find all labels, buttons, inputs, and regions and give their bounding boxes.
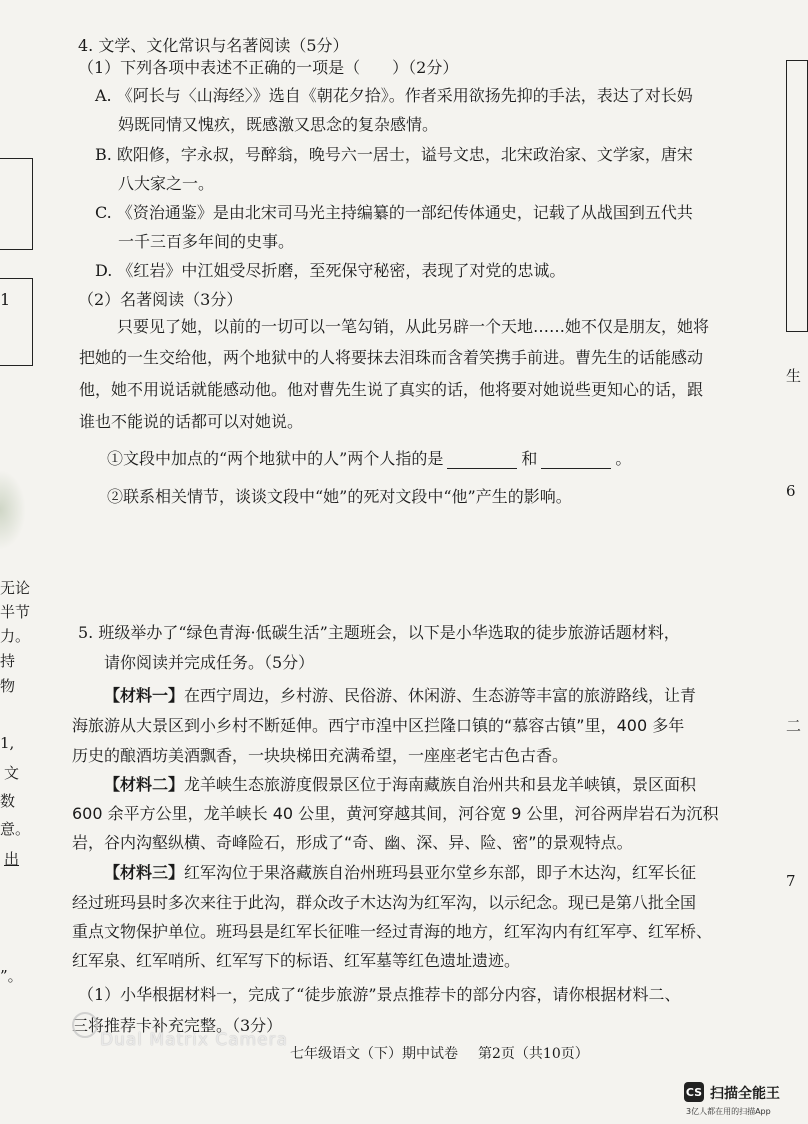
left-edge-blur bbox=[0, 470, 26, 550]
material-2-line1 bbox=[104, 772, 696, 795]
right-edge-text: 7 bbox=[786, 872, 796, 890]
option-c-line2: 一千三百多年间的史事。 bbox=[118, 232, 295, 251]
left-table-frame-top bbox=[0, 158, 33, 250]
footer-exam-name: 七年级语文（下）期中试卷 bbox=[290, 1046, 458, 1062]
left-edge-text: 1, bbox=[0, 734, 15, 752]
left-edge-text: 无论 bbox=[0, 579, 31, 597]
option-b-line2: 八大家之一。 bbox=[118, 174, 215, 193]
question-5-1-line2: 三将推荐卡补充完整。（3分） bbox=[72, 1016, 283, 1035]
sub-question-1-text: ①文段中加点的“两个地狱中的人”两个人指的是 bbox=[107, 449, 444, 468]
sub-question-1-and: 和 bbox=[521, 449, 538, 468]
right-edge-text: 生 bbox=[786, 367, 802, 385]
left-edge-text: 半节 bbox=[0, 603, 31, 621]
right-table-frame bbox=[786, 60, 808, 332]
material-3-line4: 红军泉、红军哨所、红军写下的标语、红军墓等红色遗址遗迹。 bbox=[72, 951, 521, 970]
scanner-app-tagline: 3亿人都在用的扫描App bbox=[686, 1107, 771, 1116]
option-a-line1: A. 《阿长与〈山海经〉》选自《朝花夕拾》。作者采用欲扬先抑的手法，表达了对长妈 bbox=[95, 86, 693, 105]
option-d: D. 《红岩》中江姐受尽折磨，至死保守秘密，表现了对党的忠诚。 bbox=[95, 261, 566, 280]
material-3-line1 bbox=[104, 860, 696, 883]
left-edge-text: 1 bbox=[0, 290, 11, 309]
passage-line: 把她的一生交给他，两个地狱中的人将要抹去泪珠而含着笑携手前进。曹先生的话能感动 bbox=[79, 348, 704, 367]
right-edge-text: 二 bbox=[786, 717, 802, 735]
left-edge-text: 力。 bbox=[0, 627, 31, 645]
material-1-label: 【材料一】 bbox=[104, 686, 185, 705]
answer-blank-1[interactable] bbox=[447, 468, 517, 469]
material-3-line3: 重点文物保护单位。班玛县是红军长征唯一经过青海的地方，红军沟内有红军亭、红军桥、 bbox=[72, 922, 713, 941]
material-3-label: 【材料三】 bbox=[104, 863, 185, 882]
option-c-line1: C. 《资治通鉴》是由北宋司马光主持编纂的一部纪传体通史，记载了从战国到五代共 bbox=[95, 203, 693, 222]
material-2-text: 龙羊峡生态旅游度假景区位于海南藏族自治州共和县龙羊峡镇，景区面积 bbox=[184, 775, 697, 794]
answer-blank-2[interactable] bbox=[541, 468, 611, 469]
question-4-1: （1）下列各项中表述不正确的一项是（ ）（2分） bbox=[78, 58, 459, 77]
left-edge-text: 文 bbox=[4, 764, 20, 782]
question-5-1-line1: （1）小华根据材料一，完成了“徒步旅游”景点推荐卡的部分内容，请你根据材料二、 bbox=[78, 985, 681, 1004]
left-edge-text: 物 bbox=[0, 677, 16, 695]
material-1-text: 在西宁周边，乡村游、民俗游、休闲游、生态游等丰富的旅游路线，让青 bbox=[184, 686, 697, 705]
option-a-line2: 妈既同情又愧疚，既感激又思念的复杂感情。 bbox=[118, 115, 439, 134]
sub-question-2: ②联系相关情节，谈谈文段中“她”的死对文段中“他”产生的影响。 bbox=[107, 487, 572, 506]
right-edge-text: 6 bbox=[786, 482, 796, 500]
section-5-title-line1: 5. 班级举办了“绿色青海·低碳生活”主题班会，以下是小华选取的徒步旅游话题材料， bbox=[78, 623, 680, 642]
camscanner-logo-icon: CS bbox=[684, 1082, 704, 1102]
footer-page-number: 第2页（共10页） bbox=[478, 1046, 589, 1062]
material-3-text: 红军沟位于果洛藏族自治州班玛县亚尔堂乡东部，即子木达沟，红军长征 bbox=[184, 863, 697, 882]
left-edge-text: ”。 bbox=[0, 967, 23, 985]
material-1-line3: 历史的酿酒坊美酒飘香，一块块梯田充满希望，一座座老宅古色古香。 bbox=[72, 746, 569, 765]
material-3-line2: 经过班玛县时多次来往于此沟，群众改子木达沟为红军沟，以示纪念。现已是第八批全国 bbox=[72, 893, 697, 912]
material-2-line2: 600 余平方公里，龙羊峡长 40 公里，黄河穿越其间，河谷宽 9 公里，河谷两岸岩石为沉积 bbox=[72, 804, 719, 823]
left-edge-text: 数 bbox=[0, 792, 16, 810]
material-2-label: 【材料二】 bbox=[104, 775, 185, 794]
material-1-line2: 海旅游从大景区到小乡村不断延伸。西宁市湟中区拦隆口镇的“慕容古镇”里，400 多年 bbox=[72, 716, 685, 735]
passage-line: 只要见了她，以前的一切可以一笔勾销，从此另辟一个天地……她不仅是朋友，她将 bbox=[117, 317, 710, 336]
section-5-title-line2: 请你阅读并完成任务。（5分） bbox=[104, 653, 315, 672]
question-4-2: （2）名著阅读（3分） bbox=[78, 290, 243, 309]
left-edge-text: 意。 bbox=[0, 820, 31, 838]
left-edge-text: 持 bbox=[0, 652, 16, 670]
left-edge-text: 出 bbox=[4, 850, 20, 868]
sub-question-1 bbox=[107, 446, 631, 469]
option-b-line1: B. 欧阳修，字永叔，号醉翁，晚号六一居士，谥号文忠，北宋政治家、文学家，唐宋 bbox=[95, 145, 693, 164]
material-1-line1 bbox=[104, 683, 696, 706]
passage-line: 他，她不用说话就能感动他。他对曹先生说了真实的话，他将要对她说些更知心的话，跟 bbox=[79, 380, 704, 399]
sub-question-1-end: 。 bbox=[615, 449, 632, 468]
scanner-app-name: 扫描全能王 bbox=[710, 1086, 780, 1102]
camera-watermark-icon bbox=[72, 1012, 98, 1038]
passage-line: 谁也不能说的话都可以对她说。 bbox=[79, 412, 304, 431]
section-4-title: 4. 文学、文化常识与名著阅读（5分） bbox=[78, 36, 349, 55]
camera-watermark: Dual Matrix Camera bbox=[100, 1030, 289, 1050]
material-2-line3: 岩，谷内沟壑纵横、奇峰险石，形成了“奇、幽、深、异、险、密”的景观特点。 bbox=[72, 833, 633, 852]
